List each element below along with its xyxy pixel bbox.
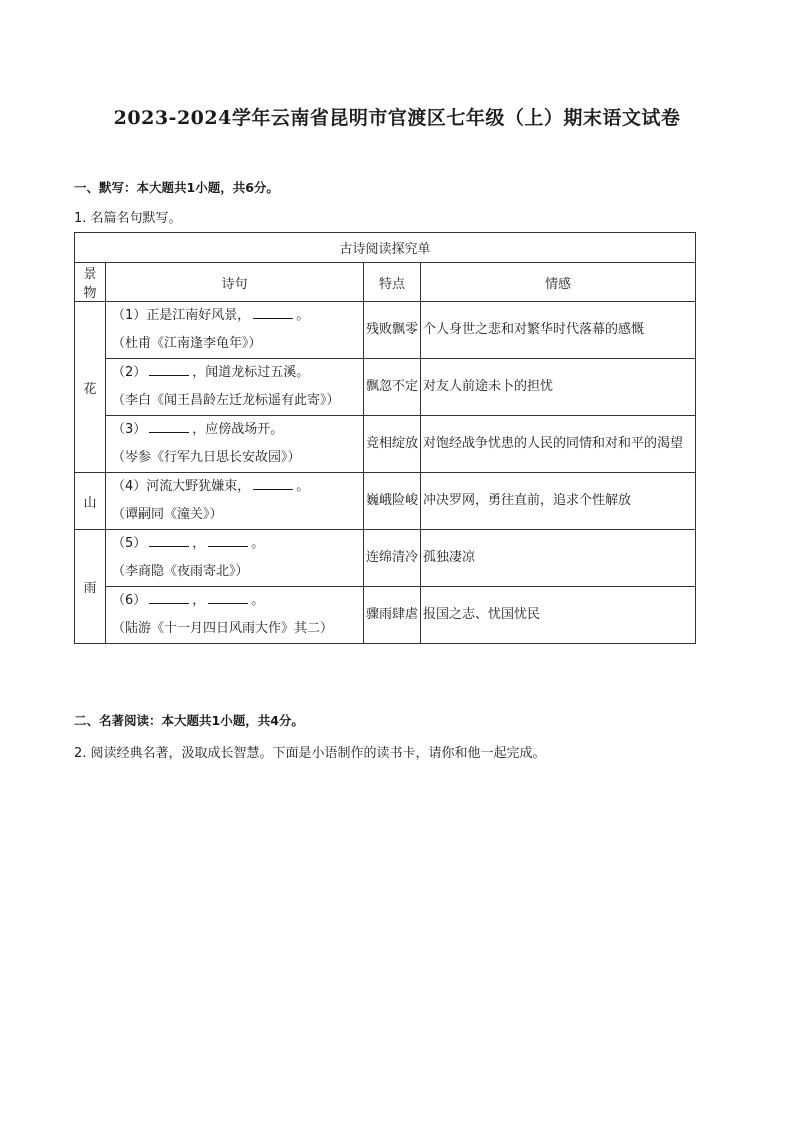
section-1-heading: 一、默写：本大题共1小题，共6分。 [74,180,279,195]
emotion-cell: 对饱经战争忧患的人民的同情和对和平的渴望 [421,416,696,473]
scene-cell-rain: 雨 [75,530,106,644]
table-header-row [75,263,696,302]
header-scene: 景物 [75,263,106,302]
verse-line: （1）正是江南好风景， 。 [112,302,359,330]
emotion-cell: 个人身世之悲和对繁华时代落幕的感慨 [421,302,696,359]
emotion-cell: 冲决罗网，勇往直前，追求个性解放 [421,473,696,530]
verse-source: （谭嗣同《潼关》） [112,507,223,522]
answer-blank[interactable] [208,532,248,547]
feature-cell: 连绵清冷 [364,530,421,587]
section-2-heading: 二、名著阅读：本大题共1小题，共4分。 [74,713,304,728]
table-row [75,587,696,644]
verse-source: （李白《闻王昌龄左迁龙标遥有此寄》） [112,393,340,408]
verse-source: （杜甫《江南逢李龟年》） [112,336,262,351]
table-caption: 古诗阅读探究单 [75,233,696,263]
scene-cell-flower: 花 [75,302,106,473]
emotion-cell: 对友人前途未卜的担忧 [421,359,696,416]
header-verse: 诗句 [106,263,364,302]
verse-cell [106,302,364,359]
table-row [75,473,696,530]
scene-cell-mountain: 山 [75,473,106,530]
verse-source: （李商隐《夜雨寄北》） [112,564,249,579]
header-emotion: 情感 [421,263,696,302]
emotion-cell: 报国之志、忧国忧民 [421,587,696,644]
question-1-text: 1. 名篇名句默写。 [74,211,182,226]
verse-line: （3） ，应傍战场开。 [112,416,359,444]
verse-cell [106,473,364,530]
page-title: 2023-2024学年云南省昆明市官渡区七年级（上）期末语文试卷 [113,107,681,129]
feature-cell: 残败飘零 [364,302,421,359]
answer-blank[interactable] [149,418,189,433]
poem-table [74,232,696,644]
feature-cell: 竞相绽放 [364,416,421,473]
answer-blank[interactable] [208,589,248,604]
verse-cell [106,416,364,473]
verse-cell [106,359,364,416]
question-2-text: 2. 阅读经典名著，汲取成长智慧。下面是小语制作的读书卡，请你和他一起完成。 [74,746,546,761]
answer-blank[interactable] [253,304,293,319]
emotion-cell: 孤独凄凉 [421,530,696,587]
answer-blank[interactable] [149,532,189,547]
answer-blank[interactable] [253,475,293,490]
verse-line: （6） ， 。 [112,587,359,615]
verse-source: （岑参《行军九日思长安故园》） [112,450,301,465]
verse-line: （4）河流大野犹嫌束， 。 [112,473,359,501]
verse-line: （5） ， 。 [112,530,359,558]
table-row [75,530,696,587]
feature-cell: 飘忽不定 [364,359,421,416]
verse-cell [106,587,364,644]
answer-blank[interactable] [149,589,189,604]
feature-cell: 骤雨肆虐 [364,587,421,644]
table-row [75,416,696,473]
answer-blank[interactable] [149,361,189,376]
table-row [75,359,696,416]
feature-cell: 巍峨险峻 [364,473,421,530]
verse-line: （2） ，闻道龙标过五溪。 [112,359,359,387]
header-feature: 特点 [364,263,421,302]
table-row [75,302,696,359]
verse-source: （陆游《十一月四日风雨大作》其二） [112,621,334,636]
verse-cell [106,530,364,587]
